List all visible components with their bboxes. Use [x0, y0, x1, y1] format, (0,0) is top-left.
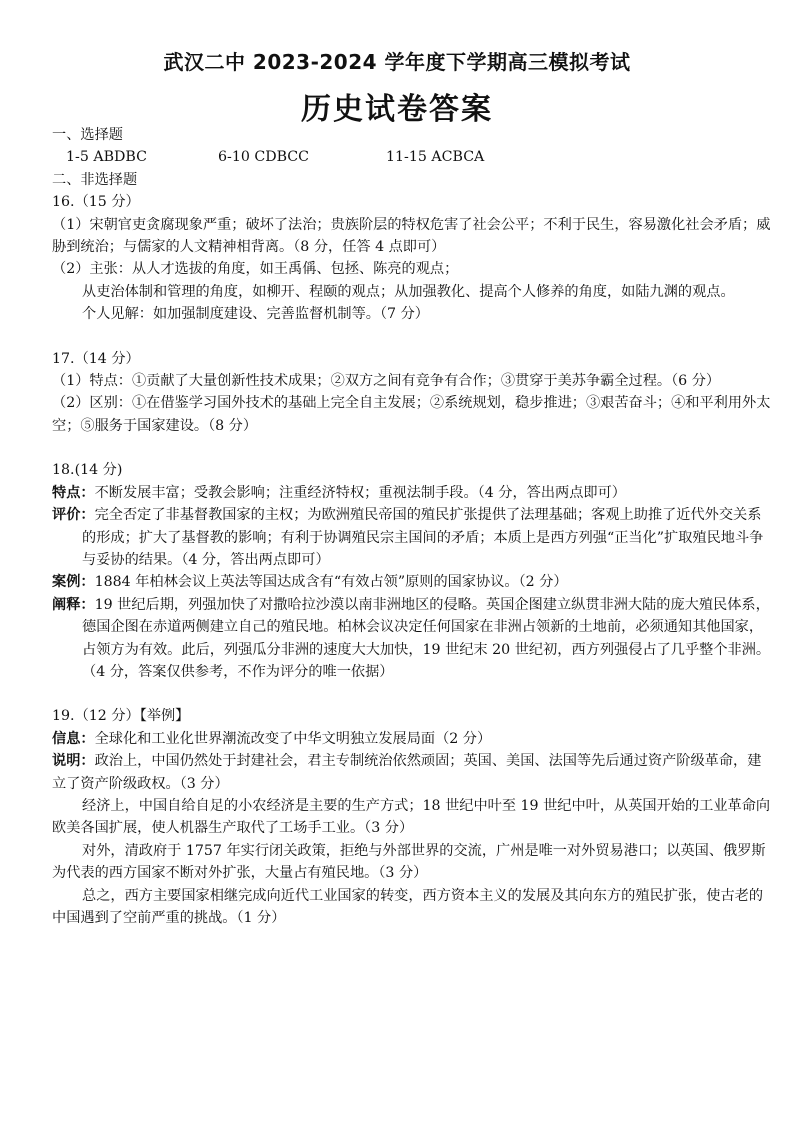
q18-case-label: 案例： — [52, 574, 95, 591]
choice-answers — [52, 146, 774, 168]
q19-info — [52, 728, 774, 750]
q16-part2-opinion: 个人见解：如加强制度建设、完善监督机制等。（7 分） — [82, 306, 429, 323]
q19-explanation — [52, 750, 774, 795]
q18-explain-text: 19 世纪后期，列强加快了对撒哈拉沙漠以南非洲地区的侵略。英国企图建立纵贯非洲大陆的庞大殖民体系，德国企图在赤道两侧建立自己的殖民地。柏林会议决定任何国家在非洲占领新的土地前，必须通知其他国家，占领方为有效。此后，列强瓜分非洲的速度大大加快，19 世纪末 20 世纪初，西方列强侵占了几乎整个非洲。（4 分，答案仅供参考，不作为评分的唯一依据） — [82, 596, 771, 680]
q18-feature — [52, 482, 774, 504]
q18-eval-label: 评价： — [52, 507, 95, 524]
choice-answer-6-10: 6-10 CDBCC — [218, 149, 310, 166]
q18-explanation — [52, 594, 774, 684]
q17-part1: （1）特点：①贡献了大量创新性技术成果；②双方之间有竞争有合作；③贯穿于美苏争霸全过程。（6 分） — [52, 373, 721, 390]
section-heading-choice: 一、选择题 — [52, 127, 123, 143]
q19-economy: 经济上，中国自给自足的小农经济是主要的生产方式；18 世纪中叶至 19 世纪中叶，从英国开始的工业革命向欧美各国扩展，使人机器生产取代了工场手工业。（3 分） — [52, 797, 771, 837]
q18-feature-text: 不断发展丰富；受教会影响；注重经济特权；重视法制手段。（4 分，答出两点即可） — [94, 484, 626, 501]
q18-eval-text: 完全否定了非基督教国家的主权；为欧洲殖民帝国的殖民扩张提供了法理基础；客观上助推了近代外交关系的形成；扩大了基督教的影响；有利于协调殖民宗主国间的矛盾；本质上是西方列强“正当化”扩取殖民地斗争与妥协的结果。（4 分，答出两点即可） — [82, 507, 764, 568]
q19-explain-label: 说明： — [52, 753, 95, 770]
q16-part1: （1）宋朝官吏贪腐现象严重；破坏了法治；贵族阶层的特权危害了社会公平；不利于民生，容易激化社会矛盾；威胁到统治；与儒家的人文精神相背离。（8 分，任答 4 点即可） — [52, 216, 771, 256]
answer-content — [52, 124, 774, 929]
q19-foreign: 对外，清政府于 1757 年实行闭关政策，拒绝与外部世界的交流，广州是唯一对外贸易港口；以英国、俄罗斯为代表的西方国家不断对外扩张，大量占有殖民地。（3 分） — [52, 842, 766, 882]
q16-heading: 16.（15 分） — [52, 194, 140, 211]
exam-title: 武汉二中 2023-2024 学年度下学期高三模拟考试 — [163, 50, 631, 74]
q16-part2-detail: 从吏治体制和管理的角度，如柳开、程颐的观点；从加强教化、提高个人修养的角度，如陆九渊的观点。 — [82, 283, 735, 300]
q18-explain-label: 阐释： — [52, 596, 95, 613]
q18-feature-label: 特点： — [52, 484, 95, 501]
q19-heading: 19.（12 分）【举例】 — [52, 708, 190, 725]
q19-info-text: 全球化和工业化世界潮流改变了中华文明独立发展局面（2 分） — [94, 730, 492, 747]
q18-case — [52, 571, 774, 593]
q18-case-text: 1884 年柏林会议上英法等国达成含有“有效占领”原则的国家协议。（2 分） — [94, 574, 568, 591]
q18-evaluation — [52, 504, 774, 571]
exam-subtitle: 历史试卷答案 — [301, 92, 493, 127]
q17-part2: （2）区别：①在借鉴学习国外技术的基础上完全自主发展；②系统规划，稳步推进；③艰苦奋斗；④和平利用外太空；⑤服务于国家建设。（8 分） — [52, 395, 771, 434]
q19-explain-text: 政治上，中国仍然处于封建社会，君主专制统治依然顽固；英国、美国、法国等先后通过资产阶级革命，建立了资产阶级政权。（3 分） — [52, 753, 762, 792]
choice-answer-1-5: 1-5 ABDBC — [66, 149, 147, 166]
q18-heading: 18.(14 分) — [52, 462, 123, 479]
q19-info-label: 信息： — [52, 730, 95, 747]
q19-summary: 总之，西方主要国家相继完成向近代工业国家的转变，西方资本主义的发展及其向东方的殖民扩张，使古老的中国遇到了空前严重的挑战。（1 分） — [52, 887, 764, 926]
section-heading-nonchoice: 二、非选择题 — [52, 171, 138, 188]
choice-answer-11-15: 11-15 ACBCA — [386, 149, 485, 166]
q17-heading: 17.（14 分） — [52, 350, 140, 367]
q16-part2-claim: （2）主张：从人才选拔的角度，如王禹偁、包拯、陈亮的观点； — [52, 261, 459, 278]
